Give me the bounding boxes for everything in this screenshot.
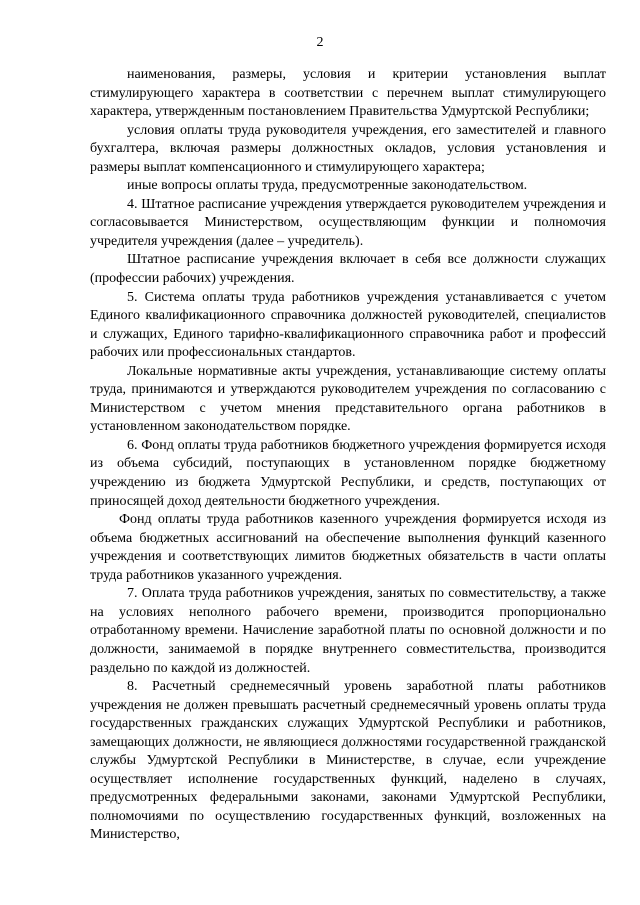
document-body bbox=[90, 66, 606, 845]
paragraph: Фонд оплаты труда работников казенного учреждения формируется исходя из объема бюджетных ассигнований на обеспечение выполнения функций казенного учреждения и соответствующих лимитов бюджетных обязательств в части оплаты труда работников указанного учреждения. bbox=[90, 512, 606, 583]
page-number: 2 bbox=[316, 35, 324, 50]
paragraph: Штатное расписание учреждения включает в себя все должности служащих (профессии рабочих) учреждения. bbox=[90, 252, 606, 287]
paragraph: Локальные нормативные акты учреждения, устанавливающие систему оплаты труда, принимаются и утверждаются руководителем учреждения по согласованию с Министерством с учетом мнения представительного органа работников в установленном законодательством порядке. bbox=[90, 363, 606, 435]
paragraph: 7. Оплата труда работников учреждения, занятых по совместительству, а также на условиях неполного рабочего времени, производится пропорционально отработанному времени. Начисление заработной платы по основной должности и по должности, занимаемой в порядке внутреннего совместительства, производится раздельно по каждой из должностей. bbox=[90, 586, 606, 676]
paragraph: 4. Штатное расписание учреждения утверждается руководителем учреждения и согласовывается Министерством, осуществляющим функции и полномочия учредителя учреждения (далее – учредитель). bbox=[90, 196, 606, 249]
paragraph: 6. Фонд оплаты труда работников бюджетного учреждения формируется исходя из объема субсидий, поступающих в установленном порядке бюджетному учреждению из бюджета Удмуртской Республики, и средств, поступающих от приносящей доход деятельности бюджетного учреждения. bbox=[90, 437, 606, 509]
paragraph: 8. Расчетный среднемесячный уровень заработной платы работников учреждения не должен превышать расчетный среднемесячный уровень оплаты труда государственных гражданских служащих Удмуртской Республики и работников, замещающих должности, не являющиеся должностями государственной гражданской службы Удмуртской Республики в Министерстве, в случае, если учреждение осуществляет исполнение государственных функций, наделено в случаях, предусмотренных федеральными законами, законами Удмуртской Республики, полномочиями по осуществлению государственных функций, возложенных на Министерство, bbox=[90, 679, 606, 843]
paragraph: иные вопросы оплаты труда, предусмотренные законодательством. bbox=[127, 178, 528, 194]
paragraph: 5. Система оплаты труда работников учреждения устанавливается с учетом Единого квалификационного справочника должностей руководителей, специалистов и служащих, Единого тарифно-квалификационного справочника работ и профессий рабочих или профессиональных стандартов. bbox=[90, 289, 606, 361]
paragraph: условия оплаты труда руководителя учреждения, его заместителей и главного бухгалтера, включая размеры должностных окладов, условия установления и размеры выплат компенсационного и стимулирующего характера; bbox=[90, 122, 606, 175]
paragraph: наименования, размеры, условия и критерии установления выплат стимулирующего характера в соответствии с перечнем выплат стимулирующего характера, утвержденным постановлением Правительства Удмуртской Республики; bbox=[90, 67, 606, 120]
